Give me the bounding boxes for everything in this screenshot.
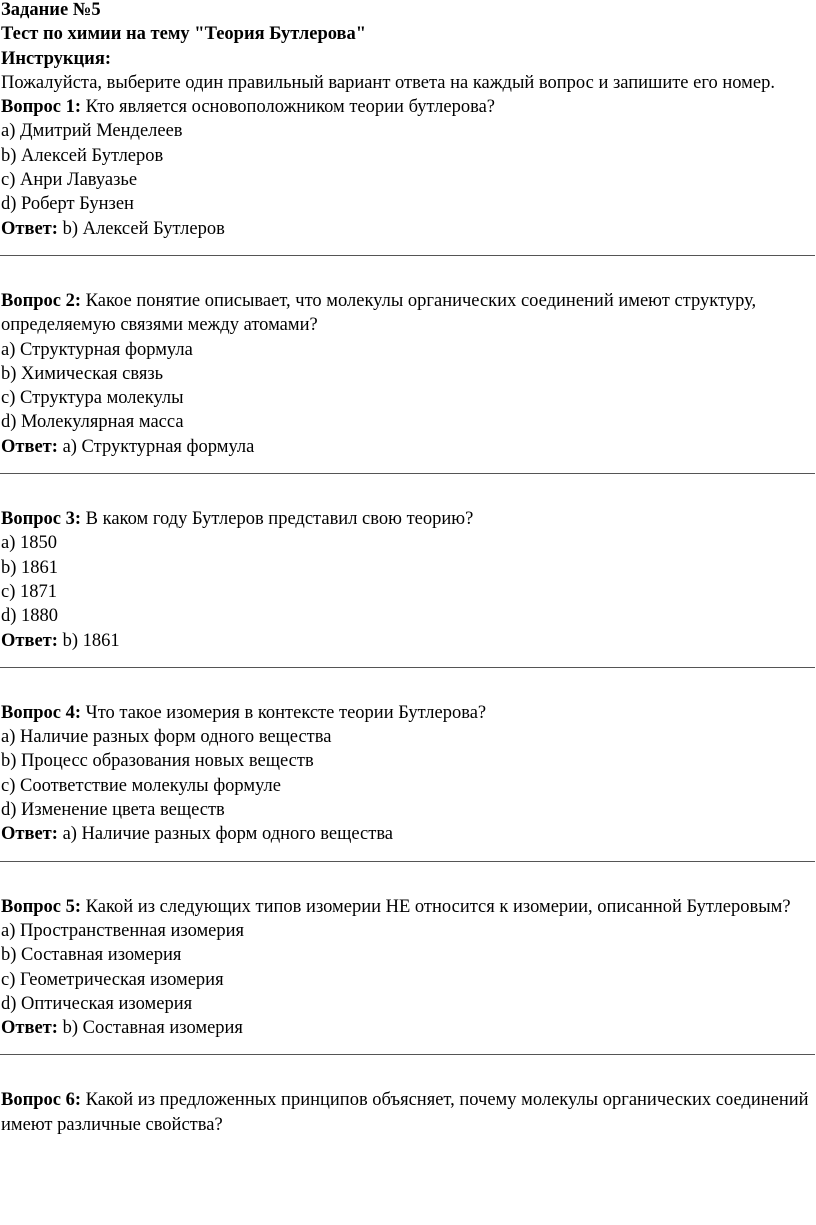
question-3-option-a: a) 1850 [1, 533, 57, 554]
divider [0, 473, 815, 474]
question-5 [1, 895, 813, 1041]
question-4-option-a: a) Наличие разных форм одного вещества [1, 727, 332, 748]
question-6-label: Вопрос 6: [1, 1090, 82, 1111]
question-2-text [1, 289, 813, 338]
question-1-option-a: a) Дмитрий Менделеев [1, 121, 183, 142]
question-4-option-b: b) Процесс образования новых веществ [1, 751, 314, 772]
instructions-text: Пожалуйста, выберите один правильный вариант ответа на каждый вопрос и запишите его номер. [1, 72, 775, 93]
question-2-option-c: c) Структура молекулы [1, 388, 184, 409]
question-3-label: Вопрос 3: [1, 509, 82, 530]
question-1-answer-value: b) Алексей Бутлеров [62, 218, 225, 239]
question-3 [1, 507, 813, 653]
question-2-option-d: d) Молекулярная масса [1, 412, 184, 433]
question-1-body: Кто является основоположником теории бутлерова? [85, 97, 496, 118]
question-5-text [1, 895, 813, 919]
document-title: Тест по химии на тему "Теория Бутлерова" [1, 24, 367, 45]
question-2-answer [1, 435, 813, 459]
question-2-option-b: b) Химическая связь [1, 363, 164, 384]
question-4-answer [1, 822, 813, 846]
question-5-answer [1, 1016, 813, 1040]
divider [0, 667, 815, 668]
question-3-text [1, 507, 813, 531]
question-3-body: В каком году Бутлеров представил свою теорию? [85, 509, 474, 530]
question-2-answer-value: a) Структурная формула [62, 436, 255, 457]
question-1-option-d: d) Роберт Бунзен [1, 194, 134, 215]
question-5-option-d: d) Оптическая изомерия [1, 993, 193, 1014]
question-4-text [1, 701, 813, 725]
question-3-answer [1, 629, 813, 653]
question-6 [1, 1088, 813, 1137]
question-2-label: Вопрос 2: [1, 290, 82, 311]
question-2 [1, 289, 813, 459]
question-5-label: Вопрос 5: [1, 896, 82, 917]
question-4-body: Что такое изомерия в контексте теории Бутлерова? [85, 702, 487, 723]
question-2-option-a: a) Структурная формула [1, 339, 193, 360]
question-1-option-c: c) Анри Лавуазье [1, 170, 138, 191]
answer-label: Ответ: [1, 1018, 58, 1039]
question-1-label: Вопрос 1: [1, 97, 82, 118]
question-5-body: Какой из следующих типов изомерии НЕ относится к изомерии, описанной Бутлеровым? [85, 896, 791, 917]
question-1-text [1, 95, 813, 119]
question-5-option-a: a) Пространственная изомерия [1, 920, 245, 941]
question-1-answer [1, 217, 813, 241]
question-6-text [1, 1088, 813, 1137]
divider [0, 1054, 815, 1055]
question-3-answer-value: b) 1861 [62, 630, 120, 651]
answer-label: Ответ: [1, 630, 58, 651]
question-1-option-b: b) Алексей Бутлеров [1, 145, 164, 166]
question-3-option-c: c) 1871 [1, 581, 57, 602]
answer-label: Ответ: [1, 218, 58, 239]
question-3-option-d: d) 1880 [1, 606, 59, 627]
question-6-body: Какой из предложенных принципов объясняет, почему молекулы органических соединений имеют различные свойства? [1, 1090, 809, 1135]
question-3-option-b: b) 1861 [1, 557, 59, 578]
question-4-option-d: d) Изменение цвета веществ [1, 800, 225, 821]
divider [0, 255, 815, 256]
question-4-label: Вопрос 4: [1, 702, 82, 723]
question-4 [1, 701, 813, 847]
divider [0, 861, 815, 862]
question-4-answer-value: a) Наличие разных форм одного вещества [62, 824, 394, 845]
question-5-option-b: b) Составная изомерия [1, 945, 182, 966]
question-1 [1, 95, 813, 241]
question-2-body: Какое понятие описывает, что молекулы органических соединений имеют структуру, определяемую связями между атомами? [1, 290, 757, 336]
question-5-option-c: c) Геометрическая изомерия [1, 969, 224, 990]
answer-label: Ответ: [1, 824, 58, 845]
question-5-answer-value: b) Составная изомерия [62, 1018, 243, 1039]
question-4-option-c: c) Соответствие молекулы формуле [1, 775, 281, 796]
instructions-label: Инструкция: [1, 48, 112, 69]
answer-label: Ответ: [1, 436, 58, 457]
task-number: Задание №5 [1, 0, 101, 20]
